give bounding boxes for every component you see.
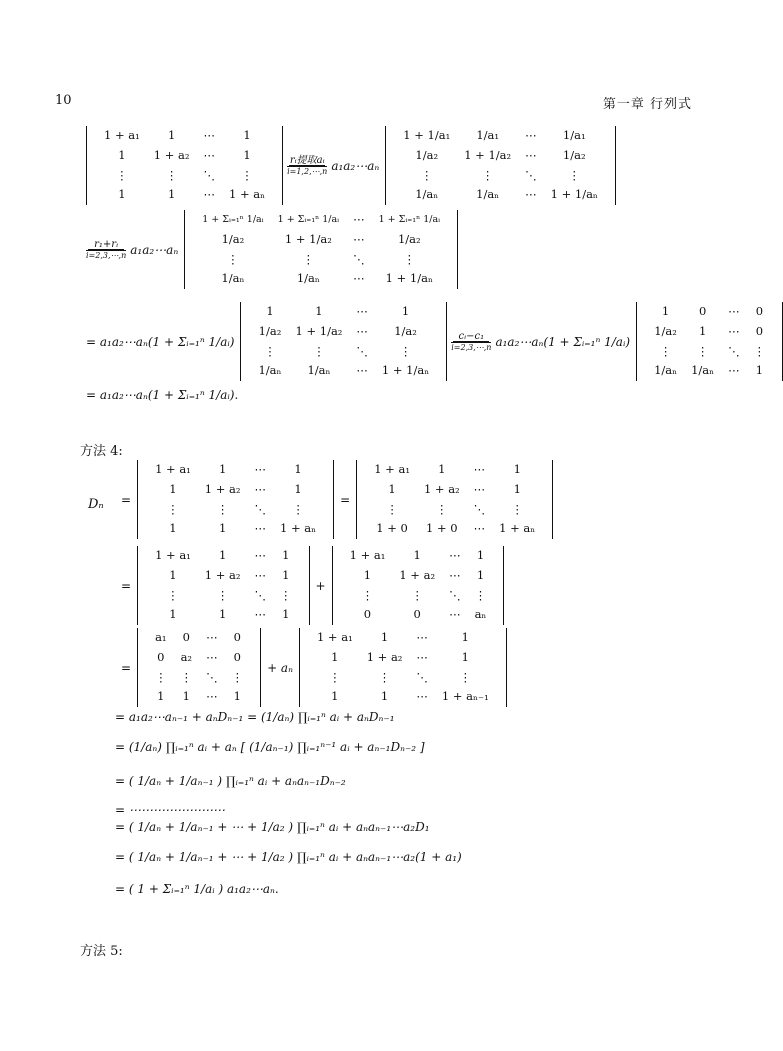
matrix-entry: ⋮ [361,587,374,602]
matrix-entry: ⋮ [329,669,341,684]
determinant [385,126,616,205]
matrix-entry: 1 + a₂ [204,567,241,582]
matrix-entry: 1 [282,548,290,562]
matrix-entry: 1 [169,521,177,536]
matrix-entry: 1 + 1/aₙ [385,271,433,286]
matrix-entry: 1 [294,481,302,496]
matrix-entry: 1/a₂ [415,147,439,162]
matrix-entry: 1 [219,607,227,622]
matrix-entry: 0 [233,649,241,664]
matrix-entry: 1 [513,462,521,476]
matrix-entry: 1 [380,630,389,644]
plus-an: + aₙ [267,660,293,675]
matrix-entry: ⋯ [254,567,267,582]
col-op-arrow [451,331,491,353]
matrix-entry: ⋱ [254,587,267,602]
matrix-entry: ⋮ [753,343,766,358]
determinant [137,628,261,707]
matrix-entry: ⋯ [206,649,218,664]
matrix-entry: 1 [118,187,126,202]
matrix-entry: 1 + a₁ [316,630,353,644]
matrix-entry: aₙ [474,607,487,622]
matrix-entry: 1/a₂ [562,147,586,162]
equation-line: = ( 1/aₙ + 1/aₙ₋₁ ) ∏ᵢ₌₁ⁿ aᵢ + aₙaₙ₋₁Dₙ₋₂ [115,774,346,788]
determinant [240,302,447,381]
matrix-entry: 1 [182,689,190,704]
matrix-entry: 1 + a₁ [104,128,140,142]
matrix-entry: ⋯ [254,607,267,622]
matrix-entry: 1 [413,548,421,562]
matrix-entry: 1 [294,462,302,476]
matrix-entry: 1 [282,567,290,582]
matrix-entry: ⋯ [356,363,368,378]
matrix-entry: 1 [461,649,469,664]
matrix-entry: 1 [315,304,323,318]
matrix-entry: 1/a₂ [654,323,677,338]
matrix-entry: ⋮ [481,167,494,182]
matrix-entry: 1/aₙ [258,363,282,378]
matrix-entry: 1 [167,187,176,202]
matrix-entry: 1/a₁ [562,128,586,142]
matrix-entry: 1/a₂ [258,323,282,338]
matrix-entry: ⋯ [449,567,461,582]
matrix-entry: 1 [169,481,177,496]
matrix-entry: 1 + aₙ [280,521,317,536]
matrix-entry: ⋯ [473,462,486,476]
equation-block-3 [86,302,783,381]
matrix-entry: 1 [243,128,251,142]
arrow-bottom-label: i=1,2,⋯,n [287,166,328,176]
matrix-entry: a₂ [180,649,193,664]
matrix-entry: 1 + a₂ [204,481,241,496]
matrix-entry: a₁ [155,630,167,644]
matrix-entry: ⋱ [356,343,368,358]
matrix-entry: ⋮ [302,251,315,266]
matrix-entry: ⋯ [473,481,486,496]
method-5-heading: 方法 5: [80,944,123,959]
matrix-entry: ⋯ [525,147,537,162]
matrix-entry: ⋮ [696,343,709,358]
matrix-entry: 1 [331,649,339,664]
matrix-entry: 0 [157,649,165,664]
matrix-entry: 1 + a₂ [399,567,436,582]
matrix-entry: ⋯ [203,147,215,162]
matrix-entry: ⋱ [449,587,461,602]
factor-product: a₁a₂⋯aₙ [130,242,179,257]
matrix-entry: 1 [380,689,389,704]
equation-block-2 [86,210,458,289]
matrix-entry: ⋯ [525,128,537,142]
equation-line: = ⋯⋯⋯⋯⋯⋯⋯⋯ [115,803,225,817]
matrix-entry: 0 [413,607,421,622]
matrix-entry: ⋯ [473,521,486,536]
determinant [137,546,309,625]
matrix-entry: ⋯ [254,548,267,562]
matrix-entry: ⋮ [280,587,292,602]
matrix-entry: ⋮ [403,251,416,266]
matrix-entry: 1 [661,304,670,318]
matrix-entry: ⋱ [353,251,365,266]
matrix-entry: 1/a₁ [476,128,499,142]
matrix-entry: 1/aₙ [221,271,245,286]
factor-expression: a₁a₂⋯aₙ(1 + Σᵢ₌₁ⁿ 1/aᵢ) [495,334,631,349]
matrix-entry: ⋮ [227,251,239,266]
matrix-entry: 0 [182,630,190,644]
matrix-entry: 1 [118,147,126,162]
matrix-entry: ⋱ [728,343,740,358]
matrix-entry: 1 + Σᵢ₌₁ⁿ 1/aᵢ [378,213,441,225]
matrix-entry: 1 [219,521,227,536]
matrix-entry: 1 + a₂ [153,147,190,162]
matrix-entry: ⋱ [473,501,486,516]
equation-block-1 [86,126,616,205]
matrix-entry: ⋮ [436,501,448,516]
matrix-entry: 1 [401,304,410,318]
matrix-entry: 1 [461,630,469,644]
equation-line: = (1/aₙ) ∏ᵢ₌₁ⁿ aᵢ + aₙ [ (1/aₙ₋₁) ∏ᵢ₌₁ⁿ⁻¹ aᵢ + aₙ₋₁Dₙ₋₂ ] [115,740,425,754]
arrow-bottom-label: i=2,3,⋯,n [86,250,127,260]
chapter-title: 第一章 行列式 [602,97,692,112]
row-op-arrow [86,239,126,261]
matrix-entry: 1 + 1/a₂ [464,147,512,162]
matrix-entry: 1 + 0 [426,521,458,536]
dn-label: Dₙ [88,497,104,512]
matrix-entry: 0 [755,323,764,338]
matrix-entry: 1/aₙ [307,363,331,378]
matrix-entry: 1 [331,689,339,704]
matrix-entry: ⋮ [411,587,423,602]
matrix-entry: ⋮ [155,669,167,684]
equation-line: = ( 1 + Σᵢ₌₁ⁿ 1/aᵢ ) a₁a₂⋯aₙ. [115,882,279,896]
matrix-entry: ⋯ [416,649,428,664]
matrix-entry: 1 + Σᵢ₌₁ⁿ 1/aᵢ [202,213,264,225]
matrix-entry: 1 + Σᵢ₌₁ⁿ 1/aᵢ [277,213,340,225]
matrix-entry: 1 [363,567,372,582]
matrix-entry: 1 + 1/a₂ [295,323,343,338]
matrix-entry: 1 [282,607,290,622]
matrix-entry: ⋮ [216,501,229,516]
matrix-entry: ⋱ [416,669,428,684]
determinant [636,302,783,381]
arrow-top-label: rᵢ提取aᵢ [289,154,325,166]
matrix-entry: ⋯ [203,128,215,142]
matrix-entry: ⋮ [474,587,487,602]
determinant [299,628,507,707]
determinant [332,546,505,625]
matrix-entry: ⋱ [254,501,267,516]
matrix-entry: 1 [169,567,177,582]
matrix-entry: 0 [698,304,707,318]
matrix-entry: 1 + aₙ [228,187,266,202]
matrix-entry: 1 + a₁ [349,548,386,562]
matrix-entry: ⋱ [206,669,218,684]
arrow-bottom-label: i=2,3,⋯,n [451,342,492,352]
matrix-entry: ⋯ [356,304,368,318]
arrow-top-label: cᵢ−c₁ [458,330,485,342]
matrix-entry: ⋮ [511,501,523,516]
matrix-entry: ⋯ [353,212,365,226]
matrix-entry: ⋮ [165,167,178,182]
matrix-entry: 1 [233,689,241,704]
matrix-entry: ⋱ [203,167,215,182]
page-number: 10 [55,93,72,108]
matrix-entry: ⋯ [353,231,365,246]
matrix-entry: ⋮ [216,587,229,602]
determinant [137,460,334,539]
matrix-entry: 1 + 1/aₙ [381,363,430,378]
matrix-entry: 1 [513,481,521,496]
matrix-entry: ⋯ [206,630,218,644]
matrix-entry: ⋯ [353,271,365,286]
factor-expression: = a₁a₂⋯aₙ(1 + Σᵢ₌₁ⁿ 1/aᵢ) [86,334,235,349]
matrix-entry: ⋮ [313,343,325,358]
matrix-entry: 1 + a₁ [374,462,410,476]
matrix-entry: ⋮ [180,669,193,684]
matrix-entry: 1 [476,548,485,562]
matrix-entry: ⋮ [167,587,179,602]
equation-line: = ( 1/aₙ + 1/aₙ₋₁ + ⋯ + 1/a₂ ) ∏ᵢ₌₁ⁿ aᵢ + aₙaₙ₋₁⋯a₂D₁ [115,820,430,834]
equation-line: = a₁a₂⋯aₙ₋₁ + aₙDₙ₋₁ = (1/aₙ) ∏ᵢ₌₁ⁿ aᵢ + aₙDₙ₋₁ [115,710,395,724]
equation-line: = ( 1/aₙ + 1/aₙ₋₁ + ⋯ + 1/a₂ ) ∏ᵢ₌₁ⁿ aᵢ + aₙaₙ₋₁⋯a₂(1 + a₁) [115,850,462,864]
matrix-entry: ⋮ [167,501,179,516]
matrix-entry: 1 + 0 [376,521,408,536]
matrix-entry: 1 + 1/a₁ [403,128,451,142]
matrix-entry: 1 + aₙ [499,521,536,536]
matrix-entry: 1 + a₁ [155,462,191,476]
matrix-entry: ⋯ [449,607,461,622]
matrix-entry: 1 [167,128,176,142]
matrix-entry: ⋮ [264,343,276,358]
matrix-entry: ⋮ [399,343,412,358]
arrow-top-label: r₁+rᵢ [94,238,119,250]
matrix-entry: 1 + a₂ [423,481,460,496]
matrix-entry: 1 [219,462,227,476]
matrix-entry: ⋯ [254,481,267,496]
result-line: = a₁a₂⋯aₙ(1 + Σᵢ₌₁ⁿ 1/aᵢ). [86,388,239,402]
matrix-entry: ⋮ [659,343,672,358]
matrix-entry: 1/aₙ [476,187,500,202]
matrix-entry: 1 [388,481,396,496]
matrix-entry: 1 [266,304,274,318]
determinant [184,210,458,289]
matrix-entry: ⋮ [231,669,244,684]
matrix-entry: 1 + 1/a₂ [284,231,332,246]
matrix-entry: 1 + a₁ [155,548,191,562]
determinant [86,126,283,205]
matrix-entry: ⋮ [292,501,304,516]
matrix-entry: ⋯ [254,521,267,536]
matrix-entry: 1 + aₙ₋₁ [441,689,489,704]
matrix-entry: ⋮ [459,669,472,684]
matrix-entry: 1 [438,462,446,476]
matrix-entry: ⋯ [416,689,428,704]
matrix-entry: ⋱ [525,167,537,182]
matrix-entry: 1 + 1/aₙ [550,187,598,202]
matrix-entry: 1/a₂ [394,323,417,338]
matrix-entry: 1 [157,689,165,704]
method4-row-2: = 1 + a₁ 1 ⋯ 1 1 1 + a₂ ⋯ 1 ⋮ ⋮ ⋱ ⋮ 1 1 ⋯ 1 + 1 + a₁ 1 ⋯ 1 1 1 + a₂ ⋯ 1 ⋮ ⋮ ⋱ ⋮ 0 0 ⋯ aₙ [115,546,504,625]
matrix-entry: 0 [363,607,372,622]
method4-row-1: = 1 + a₁ 1 ⋯ 1 1 1 + a₂ ⋯ 1 ⋮ ⋮ ⋱ ⋮ 1 1 ⋯ 1 + aₙ = 1 + a₁ 1 ⋯ 1 1 1 + a₂ ⋯ 1 ⋮ ⋮ ⋱ ⋮ 1 + 0 1 + 0 ⋯ 1 + aₙ [115,460,553,539]
matrix-entry: ⋮ [386,501,398,516]
matrix-entry: ⋯ [203,187,215,202]
matrix-entry: 1 [169,607,177,622]
matrix-entry: ⋮ [420,167,433,182]
matrix-entry: 0 [233,630,241,644]
matrix-entry: 1 [243,147,251,162]
matrix-entry: ⋯ [206,689,218,704]
matrix-entry: ⋯ [356,323,368,338]
matrix-entry: ⋯ [525,187,537,202]
method4-row-3: = a₁ 0 ⋯ 0 0 a₂ ⋯ 0 ⋮ ⋮ ⋱ ⋮ 1 1 ⋯ 1 + aₙ 1 + a₁ 1 ⋯ 1 1 1 + a₂ ⋯ 1 ⋮ ⋮ ⋱ ⋮ 1 1 ⋯ 1 + aₙ₋₁ [115,628,507,707]
matrix-entry: 0 [755,304,764,318]
matrix-entry: 1/a₂ [397,231,421,246]
method-4-heading: 方法 4: [80,444,123,459]
matrix-entry: ⋮ [116,167,128,182]
matrix-entry: ⋯ [728,363,740,378]
matrix-entry: 1 [219,548,227,562]
row-op-arrow [287,155,327,177]
matrix-entry: 1/aₙ [415,187,439,202]
matrix-entry: ⋮ [241,167,253,182]
matrix-entry: ⋮ [568,167,580,182]
factor-product: a₁a₂⋯aₙ [331,158,380,173]
determinant [356,460,553,539]
matrix-entry: ⋯ [728,304,740,318]
matrix-entry: 1/aₙ [691,363,715,378]
matrix-entry: 1/aₙ [654,363,678,378]
matrix-entry: 1 [476,567,485,582]
matrix-entry: ⋯ [416,630,428,644]
matrix-entry: 1/aₙ [296,271,320,286]
matrix-entry: ⋯ [254,462,267,476]
matrix-entry: 1 [755,363,764,378]
matrix-entry: ⋮ [378,669,391,684]
matrix-entry: 1 [698,323,707,338]
matrix-entry: 1 + a₂ [366,649,403,664]
matrix-entry: ⋯ [728,323,740,338]
matrix-entry: ⋯ [449,548,461,562]
matrix-entry: 1/a₂ [221,231,245,246]
